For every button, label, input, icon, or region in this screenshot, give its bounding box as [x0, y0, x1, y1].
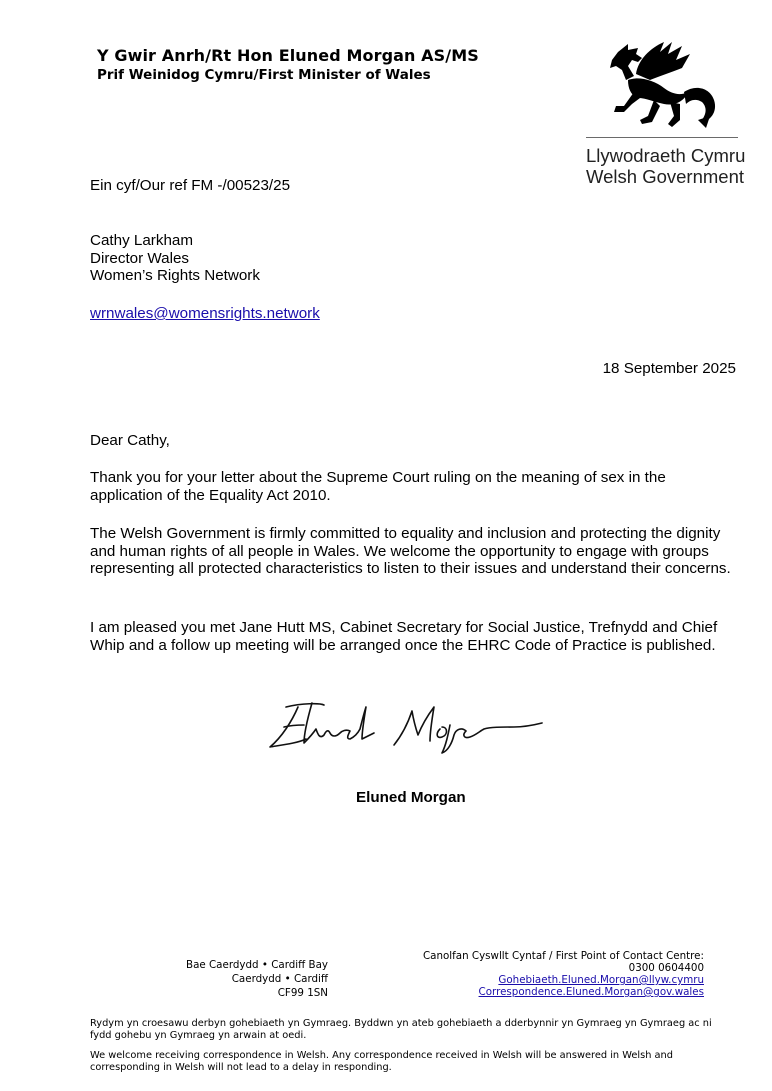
recipient-address	[90, 232, 260, 285]
salutation: Dear Cathy,	[90, 432, 170, 449]
paragraph-3: I am pleased you met Jane Hutt MS, Cabinet Secretary for Social Justice, Trefnydd and Chief Whip and a follow up meeting will be arranged once the EHRC Code of Practice is published.	[90, 619, 718, 654]
paragraph-1: Thank you for your letter about the Supreme Court ruling on the meaning of sex in the application of the Equality Act 2010.	[90, 469, 666, 504]
org-name-welsh: Llywodraeth Cymru	[586, 145, 746, 166]
recipient-name: Cathy Larkham	[90, 232, 193, 249]
paragraph-2: The Welsh Government is firmly committed to equality and inclusion and protecting the dignity and human rights of all people in Wales. We welcome the opportunity to engage with groups representing all protected characteristics to listen to their issues and understand their concerns.	[90, 525, 731, 577]
recipient-role: Director Wales	[90, 249, 190, 267]
recipient-organisation: Women’s Rights Network	[90, 267, 260, 284]
contact-phone: 0300 0604400	[628, 962, 704, 974]
signature	[262, 695, 552, 757]
recipient-email-link[interactable]: wrnwales@womensrights.network	[90, 305, 320, 322]
email-welsh-link[interactable]: Gohebiaeth.Eluned.Morgan@llyw.cymru	[498, 974, 704, 986]
footer-address-line-1: Bae Caerdydd • Cardiff Bay	[186, 959, 328, 971]
welsh-language-notice: Rydym yn croesawu derbyn gohebiaeth yn Gymraeg. Byddwn yn ateb gohebiaeth a dderbynnir yn Gymraeg yn Gymraeg ac ni fydd gohebu yn Gymraeg yn arwain at oedi.	[90, 1018, 712, 1041]
letter-reference: Ein cyf/Our ref FM -/00523/25	[90, 177, 291, 194]
footer-contact	[423, 950, 704, 998]
contact-heading: Canolfan Cyswllt Cyntaf / First Point of Contact Centre:	[422, 950, 704, 962]
signer-name: Eluned Morgan	[356, 789, 466, 806]
org-name-english: Welsh Government	[586, 166, 744, 187]
sender-name: Y Gwir Anrh/Rt Hon Eluned Morgan AS/MS	[97, 46, 479, 65]
sender-title: Prif Weinidog Cymru/First Minister of Wales	[97, 67, 431, 83]
welsh-dragon-icon	[598, 36, 732, 132]
footer-address-line-2: Caerdydd • Cardiff	[231, 973, 328, 985]
email-english-link[interactable]: Correspondence.Eluned.Morgan@gov.wales	[478, 986, 704, 998]
english-language-notice: We welcome receiving correspondence in Welsh. Any correspondence received in Welsh will be answered in Welsh and corresponding in Welsh will not lead to a delay in responding.	[90, 1050, 673, 1073]
letter-date: 18 September 2025	[602, 360, 736, 377]
header-rule	[586, 137, 738, 138]
footer-address	[186, 958, 328, 1000]
footer-address-line-3: CF99 1SN	[277, 987, 328, 999]
